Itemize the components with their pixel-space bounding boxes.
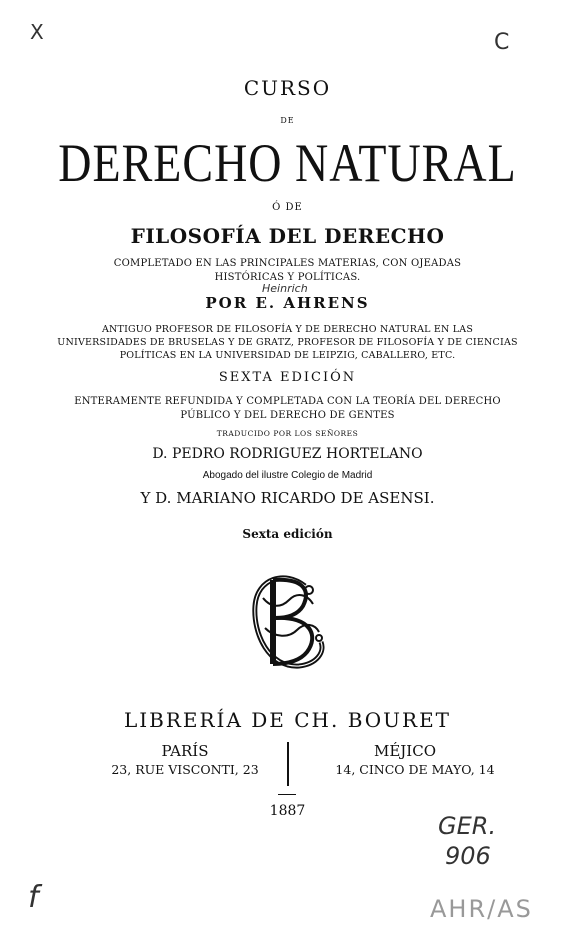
handwritten-mark-top-left: X <box>30 20 44 44</box>
edition-label: SEXTA EDICIÓN <box>218 370 357 385</box>
title-main: DERECHO NATURAL <box>58 132 517 193</box>
publisher-left-city: PARÍS <box>161 742 209 760</box>
handwritten-mark-top-right: C <box>494 30 510 55</box>
handwritten-author-name: Heinrich <box>262 282 308 295</box>
publisher-divider <box>287 742 289 786</box>
title-o-de: Ó DE <box>272 202 303 213</box>
publisher-monogram-logo <box>245 568 335 678</box>
author-bio-line-2: UNIVERSIDADES DE BRUSELAS Y DE GRATZ, PROFESOR DE FILOSOFÍA Y DE CIENCIAS <box>57 337 518 348</box>
author-bio-line-1: ANTIGUO PROFESOR DE FILOSOFÍA Y DE DERECHO NATURAL EN LAS <box>101 324 474 335</box>
handwritten-shelf-mark-1: GER. <box>438 812 497 840</box>
translator-name-2: Y D. MARIANO RICARDO DE ASENSI. <box>140 489 435 507</box>
translators-intro: TRADUCIDO POR LOS SEÑORES <box>216 429 359 438</box>
publisher-name: LIBRERÍA DE CH. BOURET <box>123 708 452 732</box>
edition-note: Sexta edición <box>242 527 333 541</box>
year-rule <box>278 794 296 795</box>
author-bio-line-3: POLÍTICAS EN LA UNIVERSIDAD DE LEIPZIG, CABALLERO, ETC. <box>119 350 456 361</box>
subtitle: FILOSOFÍA DEL DERECHO <box>130 224 445 248</box>
completed-line-2: HISTÓRICAS Y POLÍTICAS. <box>214 272 361 283</box>
author-line: POR E. AHRENS <box>205 294 370 312</box>
handwritten-shelf-mark-3: AHR/AS <box>430 895 533 923</box>
title-de: DE <box>280 116 295 125</box>
completed-line-1: COMPLETADO EN LAS PRINCIPALES MATERIAS, CON OJEADAS <box>113 258 462 269</box>
publisher-right-address: 14, CINCO DE MAYO, 14 <box>335 762 495 777</box>
publisher-left-address: 23, RUE VISCONTI, 23 <box>111 762 259 777</box>
translator-name-1: D. PEDRO RODRIGUEZ HORTELANO <box>152 446 423 462</box>
translator-role-1: Abogado del ilustre Colegio de Madrid <box>202 470 373 481</box>
publisher-right-city: MÉJICO <box>373 742 437 760</box>
handwritten-shelf-mark-2: 906 <box>445 842 491 870</box>
title-curso: CURSO <box>243 76 332 100</box>
publication-year: 1887 <box>269 803 306 819</box>
edition-line-1: ENTERAMENTE REFUNDIDA Y COMPLETADA CON LA TEORÍA DEL DERECHO <box>74 396 501 407</box>
handwritten-mark-bottom-left: f <box>28 880 39 915</box>
edition-line-2: PÚBLICO Y DEL DERECHO DE GENTES <box>180 410 395 421</box>
